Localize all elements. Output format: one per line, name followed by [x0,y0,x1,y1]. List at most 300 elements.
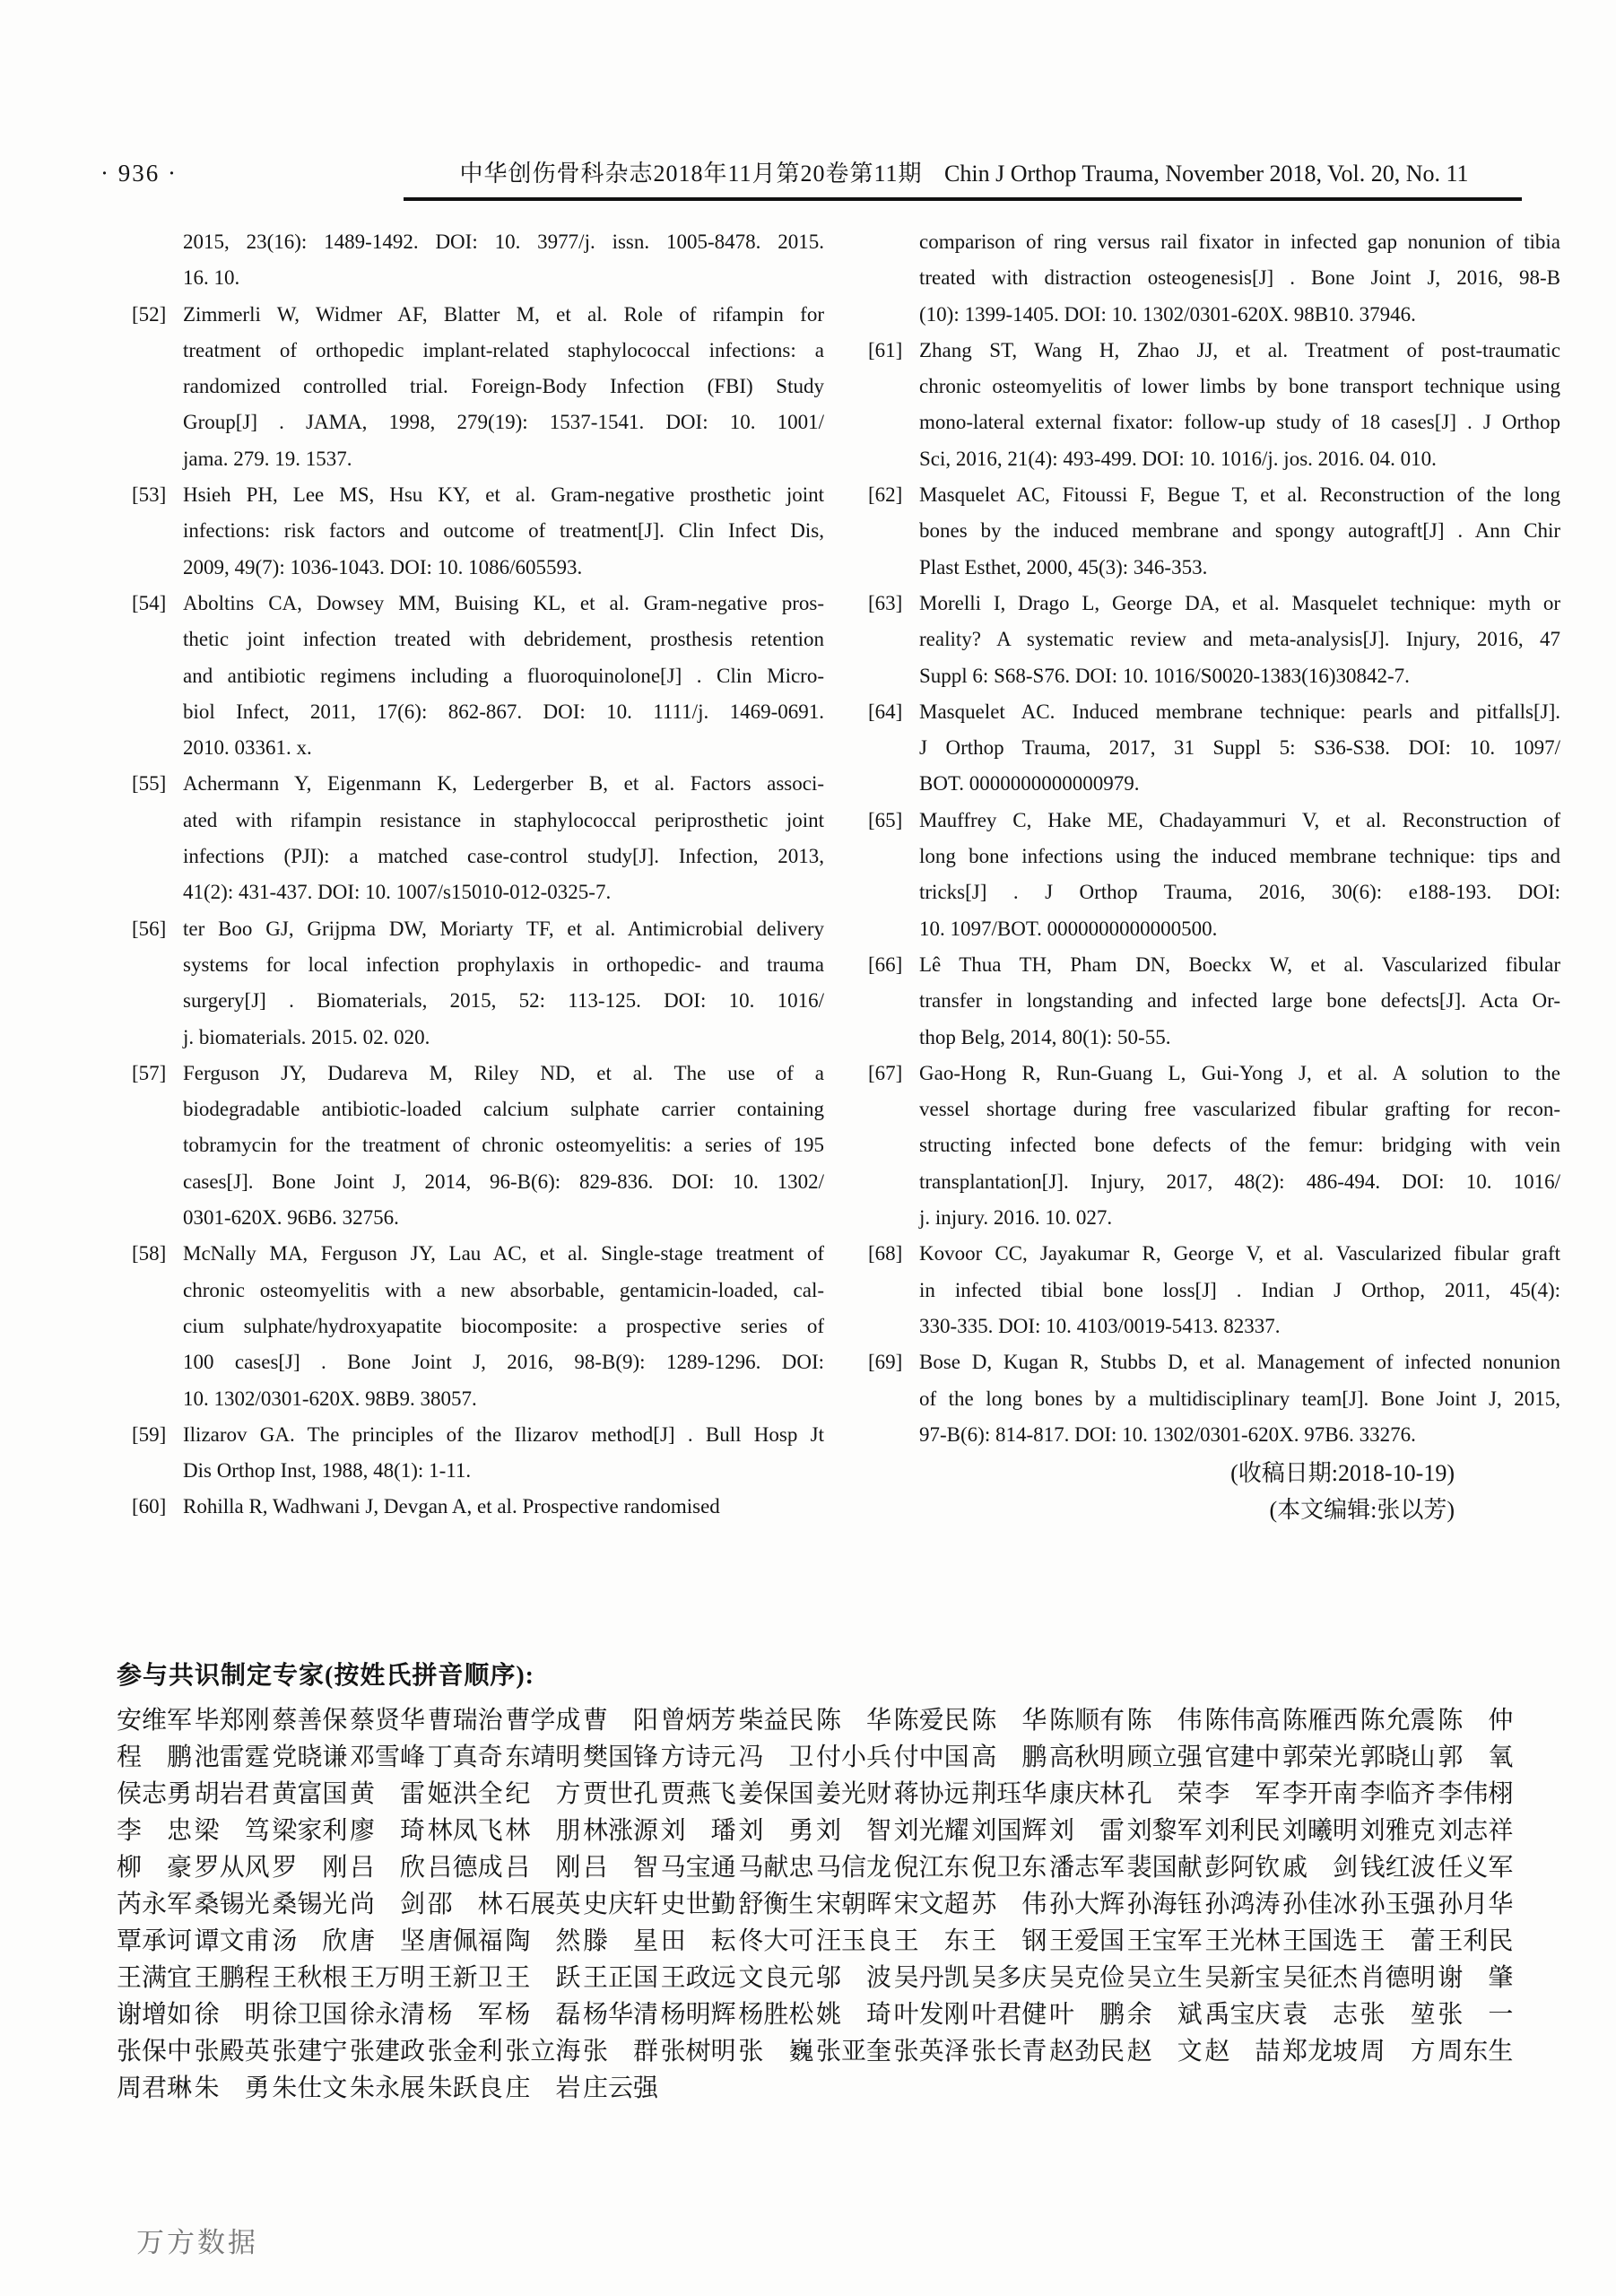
expert-name: 方诗元 [660,1744,736,1771]
reference-line: j. injury. 2016. 10. 027. [919,1206,1113,1230]
expert-name: 柴益民 [738,1707,814,1735]
experts-grid [117,1702,1516,2107]
expert-name: 周东生 [1438,2038,1514,2066]
expert-name: 王满宜 [117,1964,193,1992]
expert-row [117,1702,1516,1739]
reference-line: Masquelet AC, Fitoussi F, Begue T, et al. Reconstruction of the long [919,483,1560,507]
reference-number: [62] [868,483,903,507]
expert-name: 周君琳 [117,2074,193,2102]
reference-line: jama. 279. 19. 1537. [183,447,352,470]
expert-name: 王光林 [1204,1927,1281,1955]
reference-number: [56] [132,917,167,940]
expert-name: 侯志勇 [117,1780,193,1808]
expert-name: 吴征杰 [1282,1964,1358,1992]
expert-name: 杨胜松 [738,2001,814,2029]
reference-item [868,694,1560,803]
reference-line: bones by the induced membrane and spongy autograft[J] . Ann Chir [919,519,1560,543]
reference-item [132,1489,824,1525]
expert-name: 林 朋 [505,1817,581,1845]
reference-line: infections: risk factors and outcome of treatment[J]. Clin Infect Dis, [183,519,824,543]
expert-name: 倪江东 [893,1854,969,1882]
expert-name: 徐卫国 [272,2001,348,2029]
expert-name: 张亚奎 [815,2038,891,2066]
expert-name: 叶发刚 [893,2001,969,2029]
expert-name: 李临齐 [1360,1780,1436,1808]
reference-line: Suppl 6: S68-S76. DOI: 10. 1016/S0020-1383(16)30842-7. [919,664,1410,687]
expert-name: 纪 方 [505,1780,581,1808]
reference-line: vessel shortage during free vascularized fibular grafting for recon- [919,1098,1560,1121]
expert-name: 陈 仲 [1438,1707,1514,1735]
expert-name: 赵劲民 [1048,2038,1125,2066]
reference-line: Lê Thua TH, Pham DN, Boeckx W, et al. Vascularized fibular [919,952,1560,976]
expert-name: 郭荣光 [1282,1744,1358,1771]
reference-line: 2015, 23(16): 1489-1492. DOI: 10. 3977/j. issn. 1005-8478. 2015. [183,230,824,253]
expert-name: 胡岩君 [194,1780,270,1808]
expert-name: 孙月华 [1438,1891,1514,1918]
expert-row [117,2033,1516,2070]
expert-name: 王宝军 [1126,1927,1203,1955]
reference-line: (10): 1399-1405. DOI: 10. 1302/0301-620X. 98B10. 37946. [919,302,1416,326]
expert-name: 宋朝晖 [815,1891,891,1918]
expert-name: 朱仕文 [272,2074,348,2102]
expert-name: 张 巍 [738,2038,814,2066]
expert-name: 史世勤 [660,1891,736,1918]
reference-number: [61] [868,338,903,361]
reference-line: Gao-Hong R, Run-Guang L, Gui-Yong J, et al. A solution to the [919,1061,1560,1084]
reference-number: [59] [132,1422,167,1446]
journal-title [404,155,1525,188]
expert-name: 马信龙 [815,1854,891,1882]
reference-line: biodegradable antibiotic-loaded calcium sulphate carrier containing [183,1098,824,1121]
reference-line: randomized controlled trial. Foreign-Body Infection (FBI) Study [183,375,824,398]
expert-name: 刘 勇 [738,1817,814,1845]
expert-row [117,1813,1516,1849]
expert-name: 王 钢 [971,1927,1047,1955]
expert-name: 任义军 [1438,1854,1514,1882]
reference-number [132,224,183,297]
expert-name: 曾炳芳 [660,1707,736,1735]
reference-number: [55] [132,772,167,796]
expert-name: 吕 智 [582,1854,658,1882]
expert-name: 邵 林 [427,1891,503,1918]
expert-name: 姜保国 [738,1780,814,1808]
expert-name: 李伟栩 [1438,1780,1514,1808]
expert-name: 官建中 [1204,1744,1281,1771]
expert-name: 张 堃 [1360,2001,1436,2029]
expert-name: 黄富国 [272,1780,348,1808]
expert-name: 唐佩福 [427,1927,503,1955]
expert-name: 叶君健 [971,2001,1047,2029]
expert-name: 汤 欣 [272,1927,348,1955]
expert-name: 吴丹凯 [893,1964,969,1992]
expert-name: 吴克俭 [1048,1964,1125,1992]
expert-name: 顾立强 [1126,1744,1203,1771]
expert-name: 陈顺有 [1048,1707,1125,1735]
expert-name: 戚 剑 [1282,1854,1358,1882]
expert-name: 王鹏程 [194,1964,270,1992]
reference-line: systems for local infection prophylaxis in orthopedic- and trauma [183,952,824,976]
experts-heading: 参与共识制定专家(按姓氏拼音顺序): [117,1662,534,1690]
expert-name: 张建政 [349,2038,425,2066]
reference-line: in infected tibial bone loss[J] . Indian J Orthop, 2011, 45(4): [919,1278,1560,1301]
expert-name: 王秋根 [272,1964,348,1992]
expert-name: 舒衡生 [738,1891,814,1918]
expert-name: 邬 波 [815,1964,891,1992]
reference-line: Bose D, Kugan R, Stubbs D, et al. Management of infected nonunion [919,1351,1560,1374]
expert-name: 桑锡光 [194,1891,270,1918]
expert-name: 李 忠 [117,1817,193,1845]
expert-name: 池雷霆 [194,1744,270,1771]
expert-name: 付中国 [893,1744,969,1771]
expert-name: 倪卫东 [971,1854,1047,1882]
reference-item [132,1417,824,1490]
reference-line: Zimmerli W, Widmer AF, Blatter M, et al. Role of rifampin for [183,302,824,326]
expert-row [117,2070,1516,2107]
expert-name: 佟大可 [738,1927,814,1955]
expert-name: 安维军 [117,1707,193,1735]
expert-name: 刘利民 [1204,1817,1281,1845]
expert-name: 余 斌 [1126,2001,1203,2029]
reference-line: cases[J]. Bone Joint J, 2014, 96-B(6): 829-836. DOI: 10. 1302/ [183,1170,824,1193]
reference-line: of the long bones by a multidisciplinary team[J]. Bone Joint J, 2015, [919,1387,1560,1410]
reference-line: ated with rifampin resistance in staphylococcal periprosthetic joint [183,808,824,831]
reference-line: chronic osteomyelitis of lower limbs by bone transport technique using [919,375,1560,398]
expert-name: 曹瑞治 [427,1707,503,1735]
expert-name: 冯 卫 [738,1744,814,1771]
reference-line: Dis Orthop Inst, 1988, 48(1): 1-11. [183,1459,472,1483]
expert-name: 罗 刚 [272,1854,348,1882]
expert-row [117,1923,1516,1960]
journal-title-cn: 中华创伤骨科杂志2018年11月第20卷第11期 [459,161,923,187]
page-number: · 936 · [100,160,178,187]
expert-name: 贾燕飞 [660,1780,736,1808]
expert-name: 谢 肇 [1438,1964,1514,1992]
reference-item [868,477,1560,586]
expert-name: 肖德明 [1360,1964,1436,1992]
expert-name: 东靖明 [505,1744,581,1771]
expert-name: 叶 鹏 [1048,2001,1125,2029]
reference-line: Aboltins CA, Dowsey MM, Buising KL, et al. Gram-negative pros- [183,591,824,614]
editor-note-line: (本文编辑:张以芳) [1269,1497,1455,1524]
expert-name: 吕 刚 [505,1854,581,1882]
reference-line: Achermann Y, Eigenmann K, Ledergerber B, et al. Factors associ- [183,772,824,796]
expert-name: 杨 军 [427,2001,503,2029]
reference-item [868,947,1560,1056]
reference-line: tobramycin for the treatment of chronic osteomyelitis: a series of 195 [183,1134,824,1157]
reference-number: [68] [868,1242,903,1265]
reference-line: Hsieh PH, Lee MS, Hsu KY, et al. Gram-negative prosthetic joint [183,483,824,507]
reference-number: [53] [132,483,167,507]
reference-item [132,297,824,477]
expert-name: 钱红波 [1360,1854,1436,1882]
reference-line: Group[J] . JAMA, 1998, 279(19): 1537-1541. DOI: 10. 1001/ [183,411,824,434]
reference-line: 97-B(6): 814-817. DOI: 10. 1302/0301-620X. 97B6. 33276. [919,1422,1416,1446]
expert-name: 杨华清 [582,2001,658,2029]
reference-number: [58] [132,1242,167,1265]
reference-number: [63] [868,591,903,614]
expert-name: 张长青 [971,2038,1047,2066]
expert-name: 郭晓山 [1360,1744,1436,1771]
expert-name: 张 一 [1438,2001,1514,2029]
expert-name: 陈 华 [815,1707,891,1735]
received-date-line: (收稿日期:2018-10-19) [1230,1460,1455,1487]
expert-name: 林涨源 [582,1817,658,1845]
expert-name: 吴立生 [1126,1964,1203,1992]
expert-name: 谭文甫 [194,1927,270,1955]
expert-row [117,1886,1516,1923]
reference-item [868,803,1560,947]
reference-line: Rohilla R, Wadhwani J, Devgan A, et al. Prospective randomised [183,1495,720,1518]
reference-line: Kovoor CC, Jayakumar R, George V, et al. Vascularized fibular graft [919,1242,1560,1265]
reference-line: and antibiotic regimens including a fluoroquinolone[J] . Clin Micro- [183,664,824,687]
expert-name: 史庆轩 [582,1891,658,1918]
expert-name: 彭阿钦 [1204,1854,1281,1882]
expert-name: 蔡善保 [272,1707,348,1735]
reference-line: chronic osteomyelitis with a new absorbable, gentamicin-loaded, cal- [183,1278,824,1301]
expert-name: 孙玉强 [1360,1891,1436,1918]
expert-name: 袁 志 [1282,2001,1358,2029]
reference-line: treatment of orthopedic implant-related staphylococcal infections: a [183,338,824,361]
expert-name: 唐 坚 [349,1927,425,1955]
expert-name: 王 蕾 [1360,1927,1436,1955]
reference-item [868,1344,1560,1453]
expert-name: 柳 豪 [117,1854,193,1882]
experts-section [117,1656,1516,2107]
expert-name: 谢增如 [117,2001,193,2029]
reference-line: Ferguson JY, Dudareva M, Riley ND, et al. The use of a [183,1061,824,1084]
reference-line: J Orthop Trauma, 2017, 31 Suppl 5: S36-S38. DOI: 10. 1097/ [919,736,1560,760]
reference-item [132,1056,824,1236]
reference-line: transplantation[J]. Injury, 2017, 48(2): 486-494. DOI: 10. 1016/ [919,1170,1560,1193]
expert-name: 文良元 [738,1964,814,1992]
expert-name: 李 军 [1204,1780,1281,1808]
reference-line: 41(2): 431-437. DOI: 10. 1007/s15010-012-0325-7. [183,881,612,904]
expert-name: 禹宝庆 [1204,2001,1281,2029]
expert-name: 陈雁西 [1282,1707,1358,1735]
reference-line: surgery[J] . Biomaterials, 2015, 52: 113-125. DOI: 10. 1016/ [183,989,824,1013]
reference-line: 100 cases[J] . Bone Joint J, 2016, 98-B(9): 1289-1296. DOI: [183,1351,824,1374]
reference-number: [57] [132,1061,167,1084]
expert-name: 覃承诃 [117,1927,193,1955]
expert-name: 徐永清 [349,2001,425,2029]
expert-name: 田 耘 [660,1927,736,1955]
reference-item [868,1056,1560,1236]
expert-name: 石展英 [505,1891,581,1918]
expert-name: 王新卫 [427,1964,503,1992]
expert-name: 刘曦明 [1282,1817,1358,1845]
expert-name: 孙大辉 [1048,1891,1125,1918]
expert-name: 王正国 [582,1964,658,1992]
reference-item [868,224,1560,333]
expert-name: 王国选 [1282,1927,1358,1955]
reference-item [132,1236,824,1416]
expert-name: 王 跃 [505,1964,581,1992]
expert-name: 李开南 [1282,1780,1358,1808]
expert-name: 高秋明 [1048,1744,1125,1771]
expert-name: 芮永军 [117,1891,193,1918]
expert-name: 刘 智 [815,1817,891,1845]
expert-name: 王万明 [349,1964,425,1992]
expert-name: 廖 琦 [349,1817,425,1845]
reference-item [868,1236,1560,1344]
expert-name: 郭 氧 [1438,1744,1514,1771]
expert-name: 姚 琦 [815,2001,891,2029]
expert-name: 张建宁 [272,2038,348,2066]
expert-name: 刘黎军 [1126,1817,1203,1845]
expert-name: 荆珏华 [971,1780,1047,1808]
expert-name: 刘志祥 [1438,1817,1514,1845]
reference-line: cium sulphate/hydroxyapatite biocomposite: a prospective series of [183,1314,824,1337]
reference-line: tricks[J] . J Orthop Trauma, 2016, 30(6): e188-193. DOI: [919,881,1560,904]
expert-name: 徐 明 [194,2001,270,2029]
expert-name: 杨 磊 [505,2001,581,2029]
reference-line: ter Boo GJ, Grijpma DW, Moriarty TF, et al. Antimicrobial delivery [183,917,824,940]
expert-name: 陈允震 [1360,1707,1436,1735]
expert-name: 王利民 [1438,1927,1514,1955]
reference-item [132,224,824,297]
expert-name: 吴新宝 [1204,1964,1281,1992]
reference-line: Morelli I, Drago L, George DA, et al. Masquelet technique: myth or [919,591,1560,614]
expert-name: 姬洪全 [427,1780,503,1808]
expert-name: 蔡贤华 [349,1707,425,1735]
expert-name: 樊国锋 [582,1744,658,1771]
expert-name: 蒋协远 [893,1780,969,1808]
expert-name: 陶 然 [505,1927,581,1955]
expert-name: 刘光耀 [893,1817,969,1845]
reference-number: [67] [868,1061,903,1084]
reference-line: 10. 1097/BOT. 0000000000000500. [919,917,1218,940]
expert-name: 曹学成 [505,1707,581,1735]
expert-row [117,1776,1516,1813]
expert-name: 罗从风 [194,1854,270,1882]
expert-row [117,1849,1516,1886]
expert-name: 丁真奇 [427,1744,503,1771]
expert-name: 潘志军 [1048,1854,1125,1882]
expert-name: 张金利 [427,2038,503,2066]
reference-number: [69] [868,1351,903,1374]
expert-name: 郑龙坡 [1282,2038,1358,2066]
references-left-column [132,224,824,1526]
expert-name: 程 鹏 [117,1744,193,1771]
expert-row [117,1739,1516,1776]
reference-number: [60] [132,1495,167,1518]
expert-name: 周 方 [1360,2038,1436,2066]
expert-name: 朱永展 [349,2074,425,2102]
expert-name: 黄 雷 [349,1780,425,1808]
expert-name: 陈爱民 [893,1707,969,1735]
expert-name: 吕 欣 [349,1854,425,1882]
expert-name: 滕 星 [582,1927,658,1955]
expert-name: 付小兵 [815,1744,891,1771]
reference-line: Masquelet AC. Induced membrane technique: pearls and pitfalls[J]. [919,700,1560,723]
reference-item [132,477,824,586]
reference-line: biol Infect, 2011, 17(6): 862-867. DOI: 10. 1111/j. 1469-0691. [183,700,824,723]
expert-name: 马献忠 [738,1854,814,1882]
expert-name: 曹 阳 [582,1707,658,1735]
reference-line: reality? A systematic review and meta-analysis[J]. Injury, 2016, 47 [919,628,1560,651]
expert-name: 张立海 [505,2038,581,2066]
reference-line: 2009, 49(7): 1036-1043. DOI: 10. 1086/605593. [183,555,583,578]
expert-name: 马宝通 [660,1854,736,1882]
reference-line: 330-335. DOI: 10. 4103/0019-5413. 82337. [919,1314,1281,1337]
expert-name: 贾世孔 [582,1780,658,1808]
reference-item [868,333,1560,477]
reference-line: comparison of ring versus rail fixator in infected gap nonunion of tibia [919,230,1560,253]
reference-line: thetic joint infection treated with debridement, prosthesis retention [183,628,824,651]
expert-name: 汪玉良 [815,1927,891,1955]
expert-name: 庄云强 [582,2074,658,2102]
reference-item [868,586,1560,694]
expert-name: 张英泽 [893,2038,969,2066]
expert-name: 高 鹏 [971,1744,1047,1771]
expert-name: 刘 雷 [1048,1817,1125,1845]
reference-line: Mauffrey C, Hake ME, Chadayammuri V, et al. Reconstruction of [919,808,1560,831]
expert-name: 康庆林 [1048,1780,1125,1808]
expert-name: 赵 文 [1126,2038,1203,2066]
expert-name: 张保中 [117,2038,193,2066]
expert-name: 杨明辉 [660,2001,736,2029]
reference-line: thop Belg, 2014, 80(1): 50-55. [919,1025,1171,1048]
reference-number: [64] [868,700,903,723]
wanfang-watermark: 万方数据 [136,2227,258,2258]
header-rule [404,197,1522,201]
expert-name: 党晓谦 [272,1744,348,1771]
expert-name: 裴国献 [1126,1854,1203,1882]
expert-name: 王 东 [893,1927,969,1955]
expert-name: 吴多庆 [971,1964,1047,1992]
reference-line: Ilizarov GA. The principles of the Ilizarov method[J] . Bull Hosp Jt [183,1422,824,1446]
reference-line: 16. 10. [183,266,240,290]
expert-name: 苏 伟 [971,1891,1047,1918]
expert-name: 梁家利 [272,1817,348,1845]
expert-name: 林凤飞 [427,1817,503,1845]
reference-line: treated with distraction osteogenesis[J] . Bone Joint J, 2016, 98-B [919,266,1560,290]
reference-number: [54] [132,591,167,614]
reference-line: structing infected bone defects of the femur: bridging with vein [919,1134,1560,1157]
reference-line: mono-lateral external fixator: follow-up study of 18 cases[J] . J Orthop [919,411,1560,434]
expert-name: 王政远 [660,1964,736,1992]
expert-name: 梁 笃 [194,1817,270,1845]
expert-row [117,1996,1516,2033]
reference-line: 10. 1302/0301-620X. 98B9. 38057. [183,1387,477,1410]
expert-name: 孙海钰 [1126,1891,1203,1918]
reference-number: [65] [868,808,903,831]
reference-line: Zhang ST, Wang H, Zhao JJ, et al. Treatment of post-traumatic [919,338,1560,361]
expert-name: 王爱国 [1048,1927,1125,1955]
expert-name: 刘雅克 [1360,1817,1436,1845]
reference-item [132,766,824,910]
expert-name: 朱 勇 [194,2074,270,2102]
expert-name: 刘 璠 [660,1817,736,1845]
reference-item [132,586,824,766]
expert-name: 张殿英 [194,2038,270,2066]
expert-name: 陈 华 [971,1707,1047,1735]
expert-name: 孔 荣 [1126,1780,1203,1808]
reference-line: BOT. 0000000000000979. [919,772,1140,796]
expert-name: 姜光财 [815,1780,891,1808]
reference-line: infections (PJI): a matched case-control study[J]. Infection, 2013, [183,845,824,868]
expert-name: 尚 剑 [349,1891,425,1918]
references-right-column [868,224,1560,1528]
expert-name: 孙鸿涛 [1204,1891,1281,1918]
reference-line: 2010. 03361. x. [183,736,312,760]
expert-name: 朱跃良 [427,2074,503,2102]
reference-line: long bone infections using the induced membrane technique: tips and [919,845,1560,868]
expert-name: 桑锡光 [272,1891,348,1918]
reference-item [132,911,824,1056]
expert-row [117,1960,1516,1996]
expert-name: 刘国辉 [971,1817,1047,1845]
